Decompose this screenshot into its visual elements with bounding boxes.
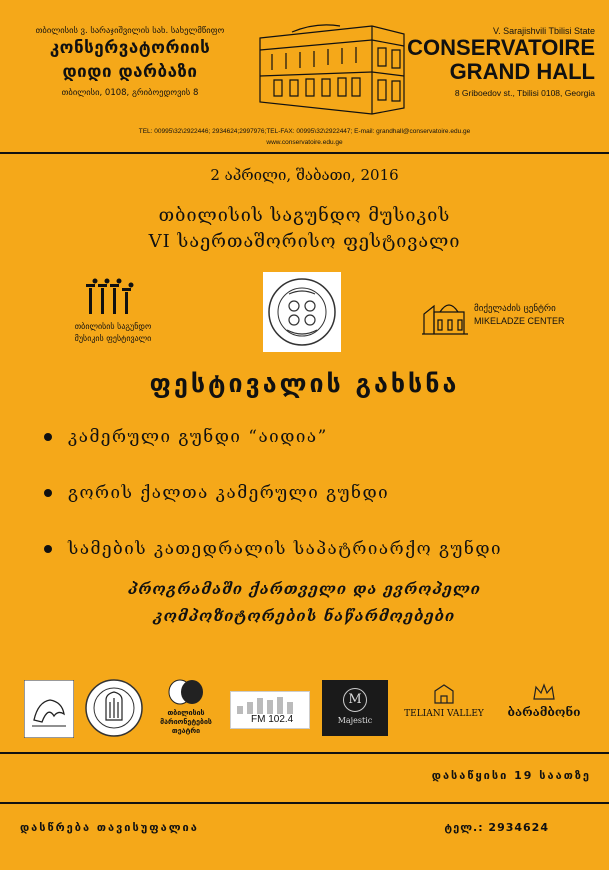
festival-title-line1: თბილისის საგუნდო მუსიკის [158,205,451,226]
equalizer-icon [235,696,307,714]
free-entry-note: დასწრება თავისუფალია [20,821,199,834]
header-right-subtitle: V. Sarajishvili Tbilisi State [492,26,595,36]
bullet-icon [44,433,52,441]
start-time: დასაწყისი 19 საათზე [431,769,591,782]
majestic-monogram: M [343,688,367,712]
barambo-logo [496,683,592,719]
mikeladze-center-logo [420,296,590,336]
choir-name: გორის ქალთა კამერული გუნდი [68,483,390,503]
organizer-logos [0,270,609,360]
marionette-theatre-logo [152,679,220,739]
event-date: 2 აპრილი, შაბათი, 2016 [210,166,399,184]
program-line2: კომპოზიტორების ნაწარმოებები [153,607,456,625]
header-left-title-line1: კონსერვატორიის [49,38,211,58]
mikeladze-name-en: MIKELADZE CENTER [474,316,565,326]
bullet-icon [44,545,52,553]
lion-emblem-logo [24,680,74,738]
sponsor-logos [0,675,609,745]
contact-line: TEL: 00995\32\2922446; 2934624;2997976;TEL-FAX: 00995\32\2922447; E-mail: grandhall@conservatoire.edu.ge [138,128,471,135]
mikeladze-name-geo: მიქელაძის ცენტრი [474,304,556,314]
opening-heading: ფესტივალის გახსნა [149,369,460,398]
bullet-icon [44,489,52,497]
theatre-name: თბილისის მარიონეტების თეატრი [160,709,212,735]
teliani-name: TELIANI VALLEY [404,709,484,719]
choir-list [44,425,584,593]
seal-emblem-icon [263,272,341,352]
footer-divider-top [0,752,609,754]
choir-name: კამერული გუნდი “აიდია” [68,427,328,447]
crown-icon [532,683,556,701]
header-left-block [14,26,246,98]
header-left-subtitle: თბილისის ვ. სარაჯიშვილის სახ. სახელმწიფო [35,26,225,36]
header-right-address: 8 Griboedov st., Tbilisi 0108, Georgia [454,88,595,98]
program-line1: პროგრამაში ქართველი და ევროპელი [127,580,481,598]
festival-logo-line2: მუსიკის ფესტივალი [74,334,152,343]
header-divider [0,152,609,154]
festival-logo [58,278,168,344]
barambo-name: ბარამბონი [507,705,581,719]
header-left-title-line2: დიდი დარბაზი [62,62,198,82]
majestic-logo [322,680,388,736]
festival-logo-line1: თბილისის საგუნდო [74,322,152,331]
list-item [44,481,584,537]
program-description [0,576,609,630]
website-link[interactable]: www.conservatoire.edu.ge [266,139,343,146]
choir-figures-icon [83,278,143,316]
teliani-valley-logo [398,683,490,719]
header-right-block [400,26,595,98]
header-right-title-line1: CONSERVATOIRE [407,35,595,60]
lyre-emblem-logo [84,678,144,738]
header-right-title-line2: GRAND HALL [449,59,595,84]
winery-crest-icon [431,683,457,705]
majestic-name: Majestic [337,716,373,725]
mask-icon [166,679,206,705]
header-left-address: თბილისი, 0108, გრიბოედოვის 8 [61,88,199,98]
header-contacts [0,126,609,148]
festival-title [0,203,609,255]
footer-divider-middle [0,802,609,804]
radio-logo [230,691,310,729]
list-item [44,425,584,481]
conservatoire-building-icon [252,18,412,118]
choir-name: სამების კათედრალის საპატრიარქო გუნდი [68,539,503,559]
mikeladze-building-icon [420,296,470,336]
ministry-seal-logo [263,272,341,352]
phone-number: ტელ.: 2934624 [444,821,549,834]
header [0,0,609,153]
radio-frequency: FM 102.4 [251,714,294,725]
festival-title-line2: VI საერთაშორისო ფესტივალი [148,231,461,252]
